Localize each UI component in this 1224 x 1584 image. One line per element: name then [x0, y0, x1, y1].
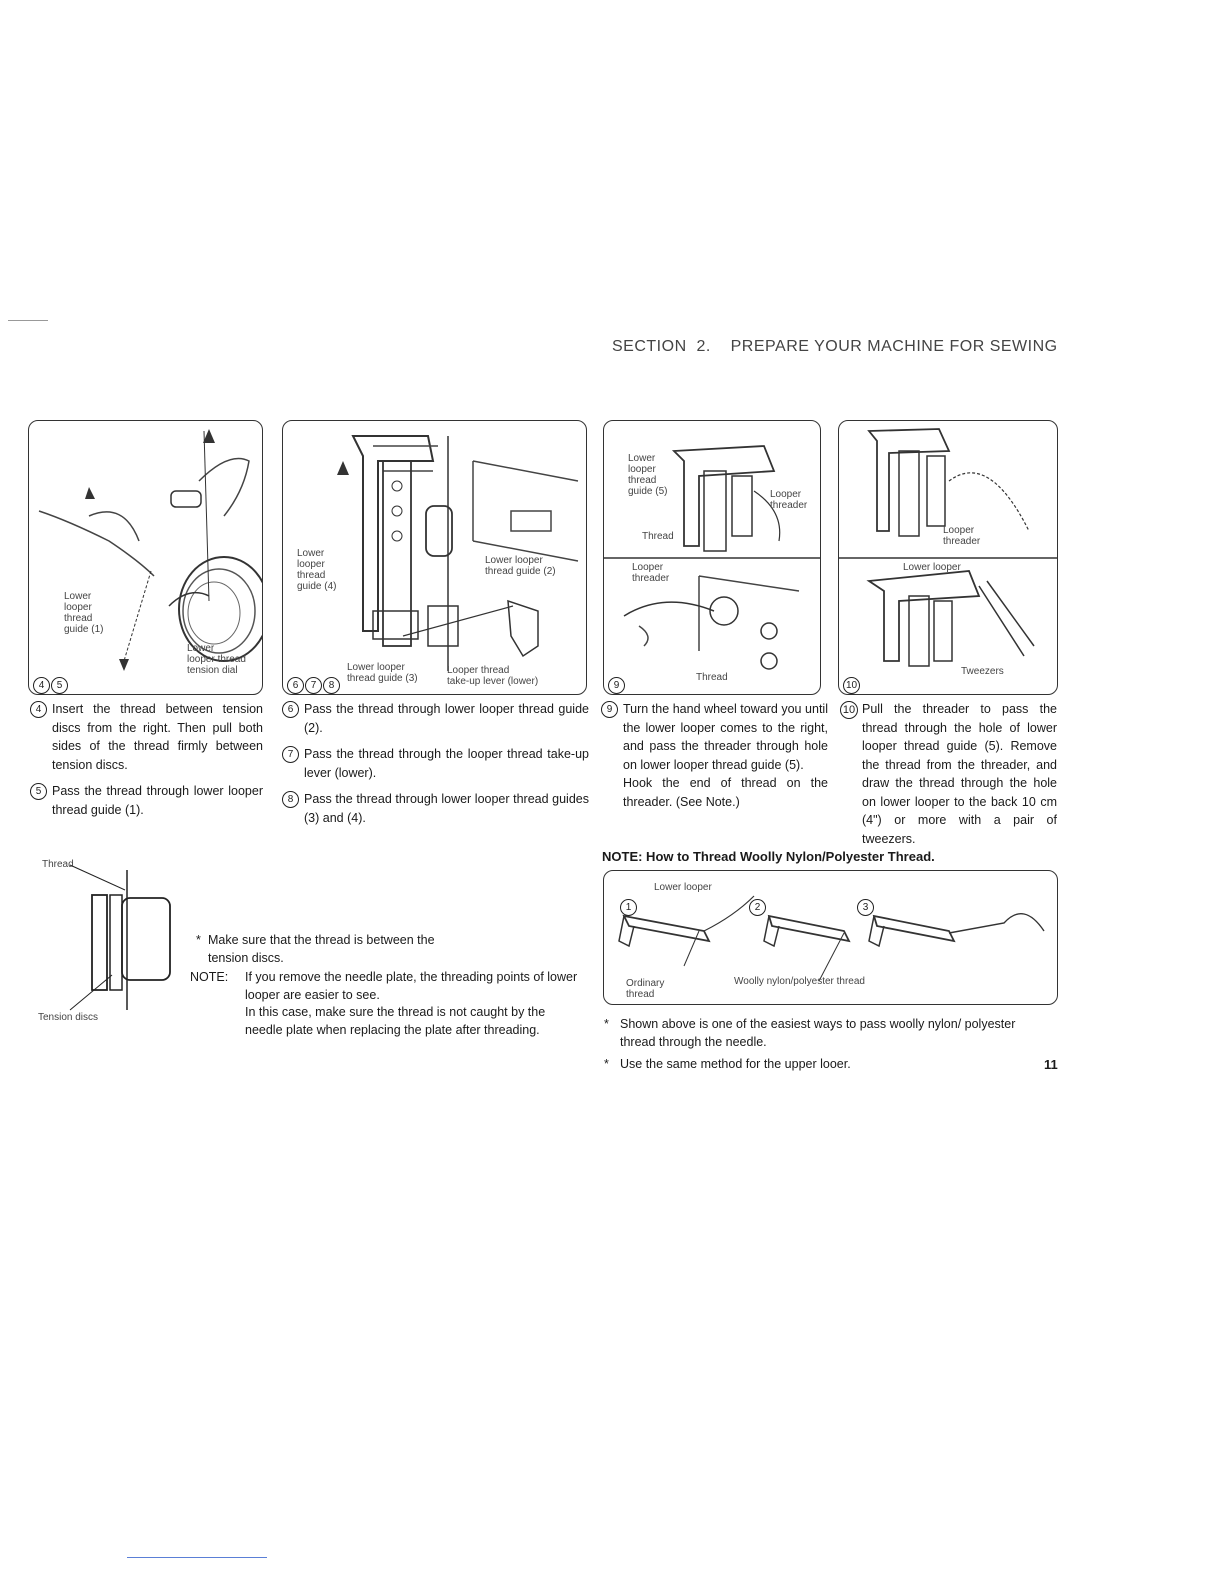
panel4-step-marks	[843, 675, 861, 694]
step-text: Turn the hand wheel toward you until the lower looper comes to the right, and pass the threader through hole on lower looper thread guide (5).	[623, 702, 828, 772]
label-lower-looper-thread-guide-1: Lower looper thread guide (1)	[64, 591, 104, 635]
figure-panel-threader-insert	[603, 420, 821, 695]
step-number: 6	[282, 701, 299, 718]
steps-column-2	[282, 700, 589, 835]
step-mark: 10	[843, 677, 860, 694]
page-number: 11	[1044, 1057, 1058, 1072]
label-tension-discs: Tension discs	[38, 1012, 99, 1023]
step-number: 8	[282, 791, 299, 808]
threader-pull-illustration	[839, 421, 1058, 695]
tension-star-text: Make sure that the thread is between the tension discs.	[208, 933, 435, 965]
step-10	[840, 700, 1057, 848]
asterisk: *	[196, 933, 201, 947]
panel3-step-marks	[608, 675, 626, 694]
step-text: Pull the threader to pass the thread through the hole of lower looper thread guide (5). Remove the thread from the threader, and draw the thread through the hole on lower looper to the back 10 cm (4") or more with a pair of tweezers.	[862, 702, 1057, 846]
step-text-2: Hook the end of thread on the threader. (See Note.)	[623, 776, 828, 809]
step-mark: 8	[323, 677, 340, 694]
asterisk: *	[604, 1057, 609, 1071]
step-5	[30, 782, 263, 819]
label-thread-top: Thread	[642, 531, 674, 542]
tension-note	[190, 932, 580, 1039]
tension-disc-figure	[30, 850, 190, 1030]
panel2-step-marks	[287, 675, 341, 694]
figure-panel-tension-dial	[28, 420, 263, 695]
step-text: Insert the thread between tension discs from the right. Then pull both sides of the thread firmly between tension discs.	[52, 702, 263, 772]
footer-rule	[127, 1557, 267, 1558]
step-text: Pass the thread through the looper thread take-up lever (lower).	[304, 747, 589, 780]
step-number: 4	[30, 701, 47, 718]
figure-panel-woolly-thread	[603, 870, 1058, 1005]
step-text: Pass the thread through lower looper thread guide (1).	[52, 784, 263, 817]
woolly-mark-2: 2	[749, 899, 766, 916]
label-lower-looper-thread-guide-3: Lower looper thread guide (3)	[347, 662, 418, 684]
step-8	[282, 790, 589, 827]
woolly-bullet-2-text: Use the same method for the upper looer.	[620, 1057, 851, 1071]
step-number: 10	[840, 701, 858, 719]
needle-plate-note	[190, 969, 580, 1039]
steps-column-3	[601, 700, 828, 819]
section-header: SECTION 2. PREPARE YOUR MACHINE FOR SEWING	[612, 338, 1058, 355]
note-text-1: If you remove the needle plate, the threading points of lower looper are easier to see.	[245, 970, 578, 1002]
label-looper-threader: Looper threader	[943, 525, 981, 547]
step-text: Pass the thread through lower looper thread guide (2).	[304, 702, 589, 735]
step-text: Pass the thread through lower looper thread guides (3) and (4).	[304, 792, 589, 825]
step-mark: 5	[51, 677, 68, 694]
step-mark: 9	[608, 677, 625, 694]
note-label: NOTE:	[190, 970, 229, 984]
woolly-bullet-1-text: Shown above is one of the easiest ways to pass woolly nylon/ polyester thread through the needle.	[620, 1017, 1016, 1049]
label-thread-bottom: Thread	[696, 672, 728, 683]
woolly-note-title: NOTE: How to Thread Woolly Nylon/Polyester Thread.	[602, 849, 935, 864]
step-mark: 4	[33, 677, 50, 694]
step-4	[30, 700, 263, 774]
figure-panel-looper-guides	[282, 420, 587, 695]
steps-column-4	[840, 700, 1057, 856]
step-mark: 6	[287, 677, 304, 694]
step-9	[601, 700, 828, 811]
step-6	[282, 700, 589, 737]
label-looper-threader-top: Looper threader	[770, 489, 808, 511]
step-mark: 7	[305, 677, 322, 694]
label-tweezers: Tweezers	[961, 666, 1004, 677]
steps-column-1	[30, 700, 263, 827]
tension-disc-illustration	[30, 850, 190, 1030]
asterisk: *	[604, 1017, 609, 1031]
label-take-up-lever: Looper thread take-up lever (lower)	[447, 665, 539, 687]
woolly-bullet-1	[604, 1015, 1040, 1051]
woolly-mark-3: 3	[857, 899, 874, 916]
step-number: 9	[601, 701, 618, 718]
woolly-mark-1: 1	[620, 899, 637, 916]
panel1-step-marks	[33, 675, 69, 694]
label-ordinary-thread: Ordinary thread	[626, 978, 665, 1000]
note-text-2: In this case, make sure the thread is not caught by the needle plate when replacing the plate after threading.	[245, 1005, 546, 1037]
step-number: 7	[282, 746, 299, 763]
label-looper-threader-bottom: Looper threader	[632, 562, 670, 584]
label-thread: Thread	[42, 859, 74, 870]
label-woolly-thread: Woolly nylon/polyester thread	[734, 976, 865, 987]
label-tension-dial: Lower looper thread tension dial	[187, 643, 246, 676]
label-lower-looper-thread-guide-2: Lower looper thread guide (2)	[485, 555, 556, 577]
woolly-bullet-2	[604, 1055, 1020, 1073]
label-lower-looper-thread-guide-5: Lower looper thread guide (5)	[628, 453, 668, 497]
top-rule	[8, 320, 48, 321]
label-woolly-lower-looper: Lower looper	[654, 882, 712, 893]
label-lower-looper-thread-guide-4: Lower looper thread guide (4)	[297, 548, 337, 592]
step-number: 5	[30, 783, 47, 800]
tension-star-note	[190, 932, 580, 967]
step-7	[282, 745, 589, 782]
figure-panel-threader-pull	[838, 420, 1058, 695]
label-lower-looper: Lower looper	[903, 562, 961, 573]
